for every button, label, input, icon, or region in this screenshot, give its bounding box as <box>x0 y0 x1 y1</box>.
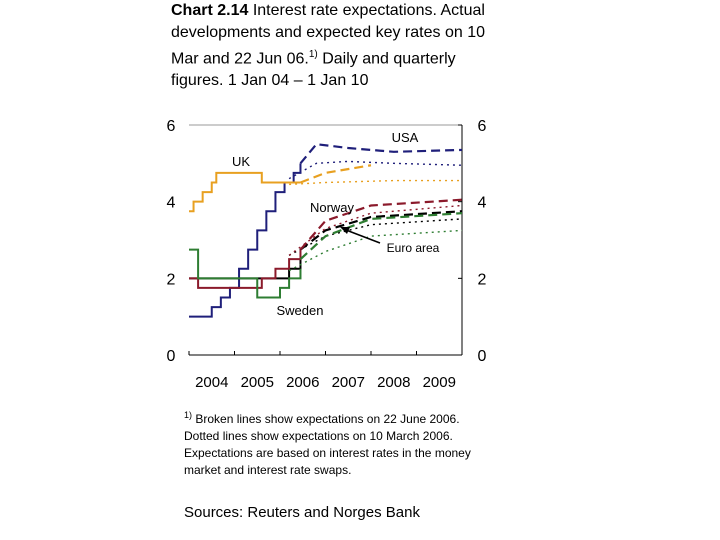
y-tick-label-left: 4 <box>166 194 176 212</box>
x-tick-label: 2004 <box>195 374 229 391</box>
footnote-marker: 1) <box>184 410 193 420</box>
euro-area-arrow-line <box>346 230 380 243</box>
annotation-sweden: Sweden <box>276 303 324 318</box>
y-tick-label-left: 6 <box>166 118 176 135</box>
x-tick-label: 2005 <box>240 374 274 391</box>
chart-number: Chart 2.14 <box>171 2 249 19</box>
annotation-usa: USA <box>391 130 419 145</box>
chart-title-text-2: Daily and quarterly figures. 1 Jan 04 – 1 Jan 10 <box>171 50 456 90</box>
y-tick-label-right: 6 <box>477 118 487 135</box>
series-line-uk-expected-22jun06 <box>300 165 371 182</box>
x-tick-label: 2006 <box>286 374 320 391</box>
sources-note: Sources: Reuters and Norges Bank <box>184 504 420 521</box>
series-line-usa-actual <box>189 163 300 316</box>
series-line-usa-expected-22jun06 <box>300 144 462 163</box>
footnote-text: Broken lines show expectations on 22 June 2006. Dotted lines show expectations on 10 March 2006. Expectations are based on interest rates in the money market and interest rate swaps. <box>184 412 471 477</box>
footnote <box>184 407 489 479</box>
y-tick-label-left: 0 <box>166 348 176 365</box>
series-line-sweden-actual <box>189 250 300 298</box>
y-tick-label-right: 0 <box>477 348 487 365</box>
x-tick-label: 2007 <box>331 374 365 391</box>
y-tick-label-left: 2 <box>166 271 176 289</box>
series-line-uk-expected-10mar06 <box>289 181 462 185</box>
title-note-marker: 1) <box>308 49 318 60</box>
y-tick-label-right: 2 <box>477 271 487 289</box>
chart-title-text-1: Interest rate expectations. Actual developments and expected key rates on 10 Mar and 22 Jun 06. <box>171 2 485 68</box>
x-tick-label: 2008 <box>377 374 411 391</box>
x-tick-label: 2009 <box>422 374 456 391</box>
annotation-euro-area: Euro area <box>386 241 440 255</box>
annotation-uk: UK <box>231 154 251 169</box>
y-tick-label-right: 4 <box>477 194 487 212</box>
annotation-norway: Norway <box>309 200 355 215</box>
